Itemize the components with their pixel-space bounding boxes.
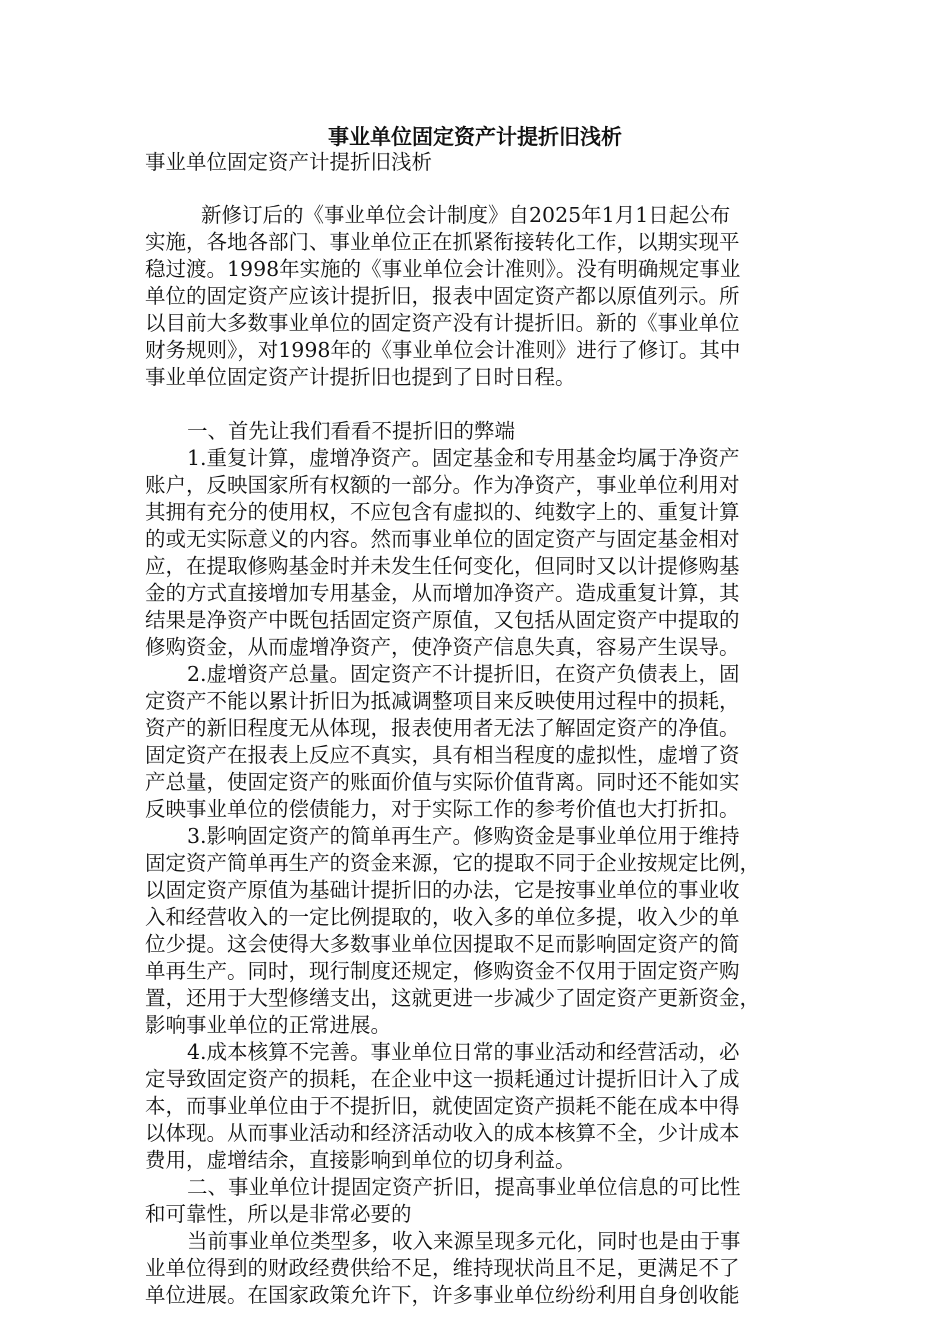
section-heading: 和可靠性，所以是非常必要的 <box>145 1202 412 1226</box>
paragraph-line: 固定资产简单再生产的资金来源，它的提取不同于企业按规定比例， <box>145 851 760 875</box>
paragraph-line: 3.影响固定资产的简单再生产。修购资金是事业单位用于维持 <box>187 824 740 848</box>
paragraph-line: 财务规则》，对1998年的《事业单位会计准则》进行了修订。其中 <box>145 338 741 362</box>
paragraph-line: 单再生产。同时，现行制度还规定，修购资金不仅用于固定资产购 <box>145 959 740 983</box>
paragraph-line: 以体现。从而事业活动和经济活动收入的成本核算不全，少计成本 <box>145 1121 740 1145</box>
paragraph-line: 入和经营收入的一定比例提取的，收入多的单位多提，收入少的单 <box>145 905 740 929</box>
paragraph-line: 4.成本核算不完善。事业单位日常的事业活动和经营活动，必 <box>187 1040 740 1064</box>
paragraph-line: 影响事业单位的正常进展。 <box>145 1013 391 1037</box>
paragraph-line: 1.重复计算，虚增净资产。固定基金和专用基金均属于净资产 <box>187 446 740 470</box>
paragraph-line: 新修订后的《事业单位会计制度》自2025年1月1日起公布 <box>201 203 731 227</box>
paragraph-line: 以目前大多数事业单位的固定资产没有计提折旧。新的《事业单位 <box>145 311 740 335</box>
paragraph-line: 稳过渡。1998年实施的《事业单位会计准则》。没有明确规定事业 <box>145 257 741 281</box>
paragraph-line: 账户，反映国家所有权额的一部分。作为净资产，事业单位利用对 <box>145 473 740 497</box>
section-heading: 二、事业单位计提固定资产折旧，提高事业单位信息的可比性 <box>187 1175 741 1199</box>
document-subtitle: 事业单位固定资产计提折旧浅析 <box>145 150 432 174</box>
paragraph-line: 定导致固定资产的损耗，在企业中这一损耗通过计提折旧计入了成 <box>145 1067 740 1091</box>
paragraph-line: 费用，虚增结余，直接影响到单位的切身利益。 <box>145 1148 576 1172</box>
paragraph-line: 实施，各地各部门、事业单位正在抓紧衔接转化工作，以期实现平 <box>145 230 740 254</box>
paragraph-line: 位少提。这会使得大多数事业单位因提取不足而影响固定资产的简 <box>145 932 740 956</box>
paragraph-line: 金的方式直接增加专用基金，从而增加净资产。造成重复计算，其 <box>145 581 740 605</box>
paragraph-line: 产总量，使固定资产的账面价值与实际价值背离。同时还不能如实 <box>145 770 740 794</box>
paragraph-line: 2.虚增资产总量。固定资产不计提折旧，在资产负债表上，固 <box>187 662 740 686</box>
paragraph-line: 事业单位固定资产计提折旧也提到了日时日程。 <box>145 365 576 389</box>
paragraph-line: 置，还用于大型修缮支出，这就更进一步减少了固定资产更新资金， <box>145 986 760 1010</box>
paragraph-line: 的或无实际意义的内容。然而事业单位的固定资产与固定基金相对 <box>145 527 740 551</box>
paragraph-line: 固定资产在报表上反应不真实，具有相当程度的虚拟性，虚增了资 <box>145 743 740 767</box>
paragraph-line: 应，在提取修购基金时并未发生任何变化，但同时又以计提修购基 <box>145 554 740 578</box>
paragraph-line: 单位的固定资产应该计提折旧，报表中固定资产都以原值列示。所 <box>145 284 740 308</box>
paragraph-line: 资产的新旧程度无从体现，报表使用者无法了解固定资产的净值。 <box>145 716 740 740</box>
paragraph-line: 结果是净资产中既包括固定资产原值，又包括从固定资产中提取的 <box>145 608 740 632</box>
document-title: 事业单位固定资产计提折旧浅析 <box>328 125 622 149</box>
paragraph-line: 反映事业单位的偿债能力，对于实际工作的参考价值也大打折扣。 <box>145 797 740 821</box>
section-heading: 一、首先让我们看看不提折旧的弊端 <box>187 419 515 443</box>
paragraph-line: 单位进展。在国家政策允许下，许多事业单位纷纷利用自身创收能 <box>145 1283 740 1307</box>
paragraph-line: 本，而事业单位由于不提折旧，就使固定资产损耗不能在成本中得 <box>145 1094 740 1118</box>
paragraph-line: 定资产不能以累计折旧为抵减调整项目来反映使用过程中的损耗， <box>145 689 740 713</box>
paragraph-line: 以固定资产原值为基础计提折旧的办法，它是按事业单位的事业收 <box>145 878 740 902</box>
paragraph-line: 修购资金，从而虚增净资产，使净资产信息失真，容易产生误导。 <box>145 635 740 659</box>
paragraph-line: 其拥有充分的使用权，不应包含有虚拟的、纯数字上的、重复计算 <box>145 500 740 524</box>
paragraph-line: 当前事业单位类型多，收入来源呈现多元化，同时也是由于事 <box>187 1229 741 1253</box>
paragraph-line: 业单位得到的财政经费供给不足，维持现状尚且不足，更满足不了 <box>145 1256 740 1280</box>
